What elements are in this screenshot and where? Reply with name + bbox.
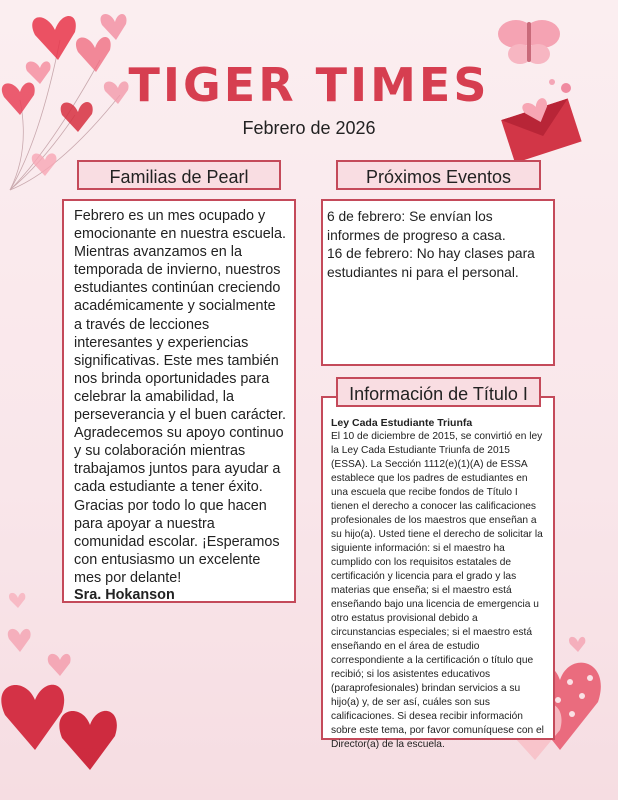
title-one-heading: Ley Cada Estudiante Triunfa — [331, 417, 473, 429]
families-signature: Sra. Hokanson — [74, 586, 175, 603]
issue-date: Febrero de 2026 — [242, 118, 376, 138]
page-title: TIGER TIMES — [128, 58, 490, 112]
title-one-section-box — [321, 396, 555, 750]
bottom-left-hearts-decoration — [0, 590, 140, 800]
events-section-box — [321, 199, 555, 366]
families-section-label: Familias de Pearl — [77, 160, 281, 190]
title-one-body: El 10 de diciembre de 2015, se convirtió en ley la Ley Cada Estudiante Triunfa de 2015 (ESSA). La Sección 1112(e)(1)(A) de ESSA establece que los padres de estudiantes en una escuela que recibe fondos de Título I tienen el derecho a conocer las calificaciones profesionales de los maestros que enseñan a su hijo(a). Usted tiene el derecho de solicitar la siguiente información: si el maestro ha cumplido con los requisitos estatales de certificación y licencia para el grado y las materias que enseña; si el maestro está enseñando bajo una licencia de emergencia u otro estatus provisional debido a circunstancias especiales; si el maestro está enseñando en el área de estudio correspondiente a la certificación o título que recibió; si los asistentes educativos (paraprofesionales) brindan servicios a su hijo(a) y, de ser así, cuáles son sus calificaciones. Si desea recibir información sobre este tema, por favor comuníquese con el Director(a) de la escuela. — [331, 431, 544, 750]
event-item: 16 de febrero: No hay clases para estudiantes ni para el personal. — [327, 246, 535, 280]
event-item: 6 de febrero: Se envían los informes de progreso a casa. — [327, 209, 506, 243]
families-section-box — [62, 199, 296, 603]
events-section-label: Próximos Eventos — [336, 160, 541, 190]
families-letter-body: Febrero es un mes ocupado y emocionante en nuestra escuela. Mientras avanzamos en la temporada de invierno, nuestros estudiantes continúan creciendo académicamente y socialmente a través de lecciones interesantes y experiencias significativas. Este mes también nos brinda oportunidades para celebrar la amabilidad, la perseverancia y el buen carácter. Agradecemos su apoyo continuo y su colaboración mientras trabajamos juntos para ayudar a cada estudiante a tener éxito. Gracias por todo lo que hacen para apoyar a nuestra comunidad escolar. ¡Esperamos con entusiasmo un excelente mes por delante! — [74, 208, 287, 586]
title-one-section-label: Información de Título I — [336, 377, 541, 407]
